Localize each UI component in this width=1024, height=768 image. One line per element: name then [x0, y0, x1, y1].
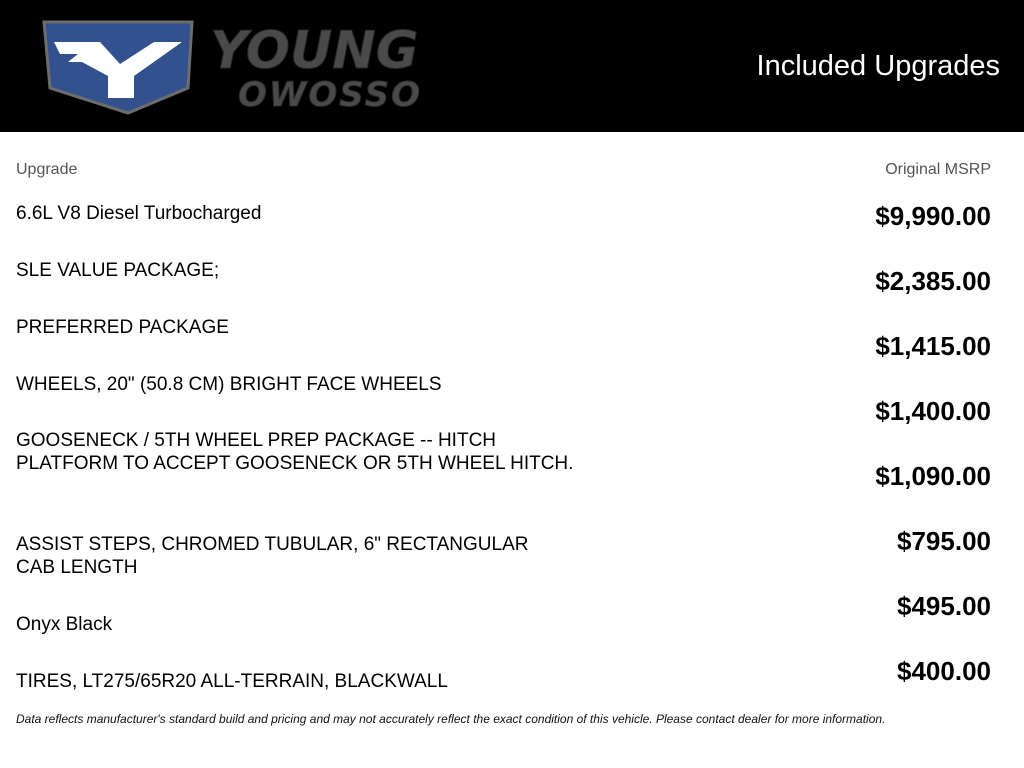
upgrade-name: ASSIST STEPS, CHROMED TUBULAR, 6" RECTANGULAR CAB LENGTH	[16, 534, 529, 578]
upgrade-price: $2,385.00	[875, 266, 991, 296]
logo-text-young: YOUNG	[210, 21, 419, 81]
upgrade-name: GOOSENECK / 5TH WHEEL PREP PACKAGE -- HITCH PLATFORM TO ACCEPT GOOSENECK OR 5TH WHEEL HITCH.	[16, 430, 574, 474]
upgrade-price: $1,090.00	[875, 461, 991, 491]
upgrade-name: TIRES, LT275/65R20 ALL-TERRAIN, BLACKWALL	[16, 671, 448, 692]
upgrade-price: $9,990.00	[875, 201, 991, 231]
upgrade-name: PREFERRED PACKAGE	[16, 317, 229, 338]
page-title: Included Upgrades	[756, 50, 1000, 82]
upgrade-price: $400.00	[897, 656, 991, 686]
upgrade-price: $795.00	[897, 526, 991, 556]
upgrade-price: $1,415.00	[875, 331, 991, 361]
dealer-logo	[42, 18, 512, 118]
upgrade-name: SLE VALUE PACKAGE;	[16, 260, 220, 281]
disclaimer-text: Data reflects manufacturer's standard build and pricing and may not accurately reflect the exact condition of this vehicle. Please contact dealer for more information.	[16, 712, 886, 726]
msrp-column-header: Original MSRP	[885, 161, 991, 178]
upgrade-column-header: Upgrade	[16, 161, 78, 178]
upgrade-name: WHEELS, 20" (50.8 CM) BRIGHT FACE WHEELS	[16, 374, 442, 395]
upgrade-price: $1,400.00	[875, 396, 991, 426]
upgrade-price: $495.00	[897, 591, 991, 621]
upgrade-name: Onyx Black	[16, 614, 113, 635]
upgrade-name: 6.6L V8 Diesel Turbocharged	[16, 203, 262, 224]
header-bar	[0, 0, 1024, 132]
logo-text-owosso: OWOSSO	[238, 75, 422, 115]
